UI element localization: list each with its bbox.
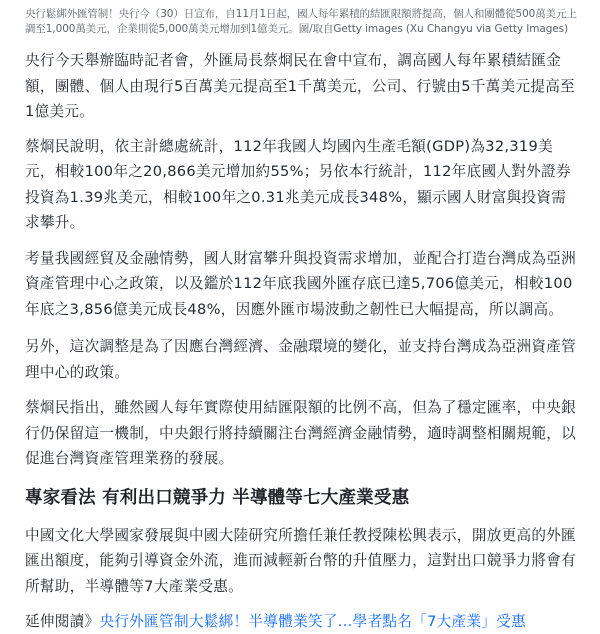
article-paragraph: 央行今天舉辦臨時記者會，外匯局長蔡烱民在會中宣布，調高國人每年累積結匯金額，團體、個人由現行5百萬美元提高至1千萬美元，公司、行號由5千萬美元提高至1億美元。 bbox=[25, 52, 576, 120]
article-body bbox=[0, 7, 600, 634]
related-article-link[interactable]: 央行外匯管制大鬆綁！半導體業笑了...學者點名「7大產業」受惠 bbox=[99, 613, 527, 630]
related-reading-label: 延伸閱讀》 bbox=[25, 613, 100, 630]
article-paragraph: 蔡烱民指出，雖然國人每年實際使用結匯限額的比例不高，但為了穩定匯率，中央銀行仍保留這一機制，中央銀行將持續關注台灣經濟金融情勢，適時調整相關規範，以促進台灣資產管理業務的發展。 bbox=[25, 399, 577, 467]
article-paragraph: 中國文化大學國家發展與中國大陸研究所擔任兼任教授陳松興表示，開放更高的外匯匯出額度，能夠引導資金外流，進而減輕新台幣的升值壓力，這對出口競爭力將會有所幫助，半導體等7大產業受惠。 bbox=[25, 526, 577, 595]
section-heading: 專家看法 有利出口競爭力 半導體等七大產業受惠 bbox=[25, 487, 410, 508]
image-caption: 央行鬆綁外匯管制！央行今（30）日宣布，自11月1日起，國人每年累積的結匯限額將提高，個人和團體從500萬美元上調至1,000萬美元，企業則從5,000萬美元增加到1億美元。圖/取自Getty images (Xu Changyu via Getty Images) bbox=[25, 8, 577, 35]
article-paragraph: 考量我國經貿及金融情勢，國人財富攀升與投資需求增加，並配合打造台灣成為亞洲資產管理中心之政策，以及鑑於112年底我國外匯存底已達5,706億美元，相較100年底之3,856億美元成長48%，因應外匯市場波動之韌性已大幅提高，所以調高。 bbox=[25, 249, 577, 318]
article-paragraph: 蔡烱民說明，依主計總處統計，112年我國人均國內生產毛額(GDP)為32,319美元，相較100年之20,866美元增加約55%；另依本行統計，112年底國人對外證券投資為1.39兆美元，相較100年之0.31兆美元成長348%，顯示國人財富與投資需求攀升。 bbox=[25, 137, 571, 231]
related-reading bbox=[25, 609, 580, 634]
article-paragraph: 另外，這次調整是為了因應台灣經濟、金融環境的變化，並支持台灣成為亞洲資產管理中心的政策。 bbox=[25, 338, 577, 381]
